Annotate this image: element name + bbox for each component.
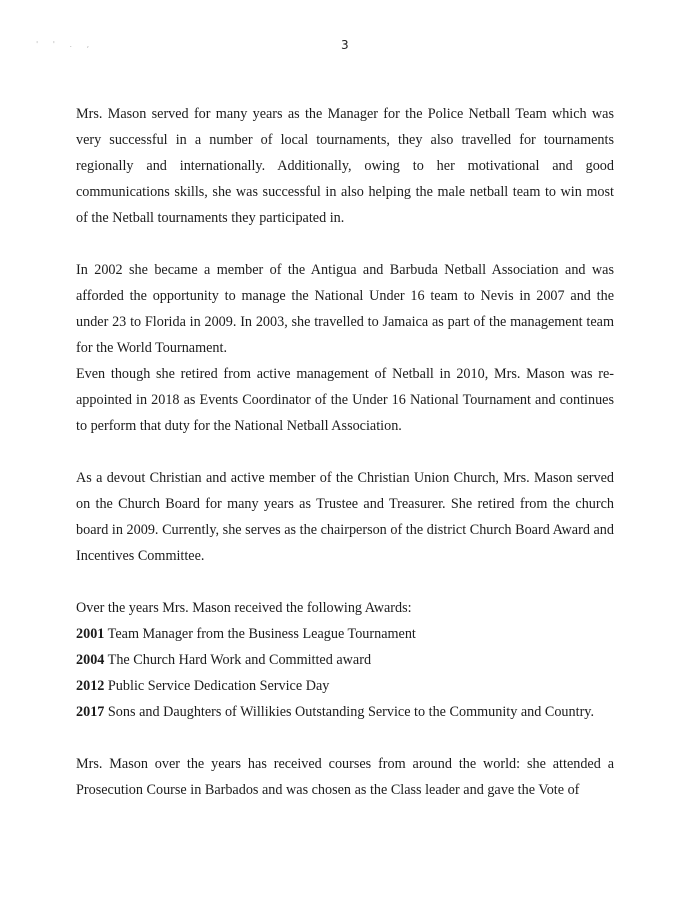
award-text: Team Manager from the Business League Tournament (107, 626, 416, 642)
award-item (76, 621, 614, 647)
award-text: Sons and Daughters of Willikies Outstanding Service to the Community and Country. (107, 704, 595, 720)
paragraph-courses: Mrs. Mason over the years has received courses from around the world: she attended a Prosecution Course in Barbados and was chosen as the Class leader and gave the Vote of (76, 756, 614, 798)
paragraph-netball-association: In 2002 she became a member of the Antigua and Barbuda Netball Association and was afforded the opportunity to manage the National Under 16 team to Nevis in 2007 and the under 23 to Florida in 2009. In 2003, she travelled to Jamaica as part of the management team for the World Tournament. (76, 262, 614, 356)
award-year: 2017 (76, 704, 105, 720)
award-year: 2004 (76, 652, 105, 668)
awards-section (76, 595, 614, 725)
award-item (76, 699, 614, 725)
award-year: 2012 (76, 678, 105, 694)
paragraph-retirement-netball: Even though she retired from active management of Netball in 2010, Mrs. Mason was re-appointed in 2018 as Events Coordinator of the Under 16 National Tournament and continues to perform that duty for the National Netball Association. (76, 366, 614, 434)
award-item (76, 673, 614, 699)
awards-intro: Over the years Mrs. Mason received the following Awards: (76, 600, 412, 616)
award-text: Public Service Dedication Service Day (107, 678, 330, 694)
page-number: 3 (341, 38, 349, 52)
scan-specks: ' ' . , (36, 40, 96, 49)
award-text: The Church Hard Work and Committed award (107, 652, 372, 668)
body-text (76, 101, 614, 829)
paragraph-church: As a devout Christian and active member of the Christian Union Church, Mrs. Mason served on the Church Board for many years as Trustee and Treasurer. She retired from the church board in 2009. Currently, she serves as the chairperson of the district Church Board Award and Incentives Committee. (76, 470, 614, 564)
award-year: 2001 (76, 626, 105, 642)
award-item (76, 647, 614, 673)
paragraph-police-netball: Mrs. Mason served for many years as the Manager for the Police Netball Team which was very successful in a number of local tournaments, they also travelled for tournaments regionally and internationally. Additionally, owing to her motivational and good communications skills, she was successful in also helping the male netball team to win most of the Netball tournaments they participated in. (76, 106, 614, 226)
